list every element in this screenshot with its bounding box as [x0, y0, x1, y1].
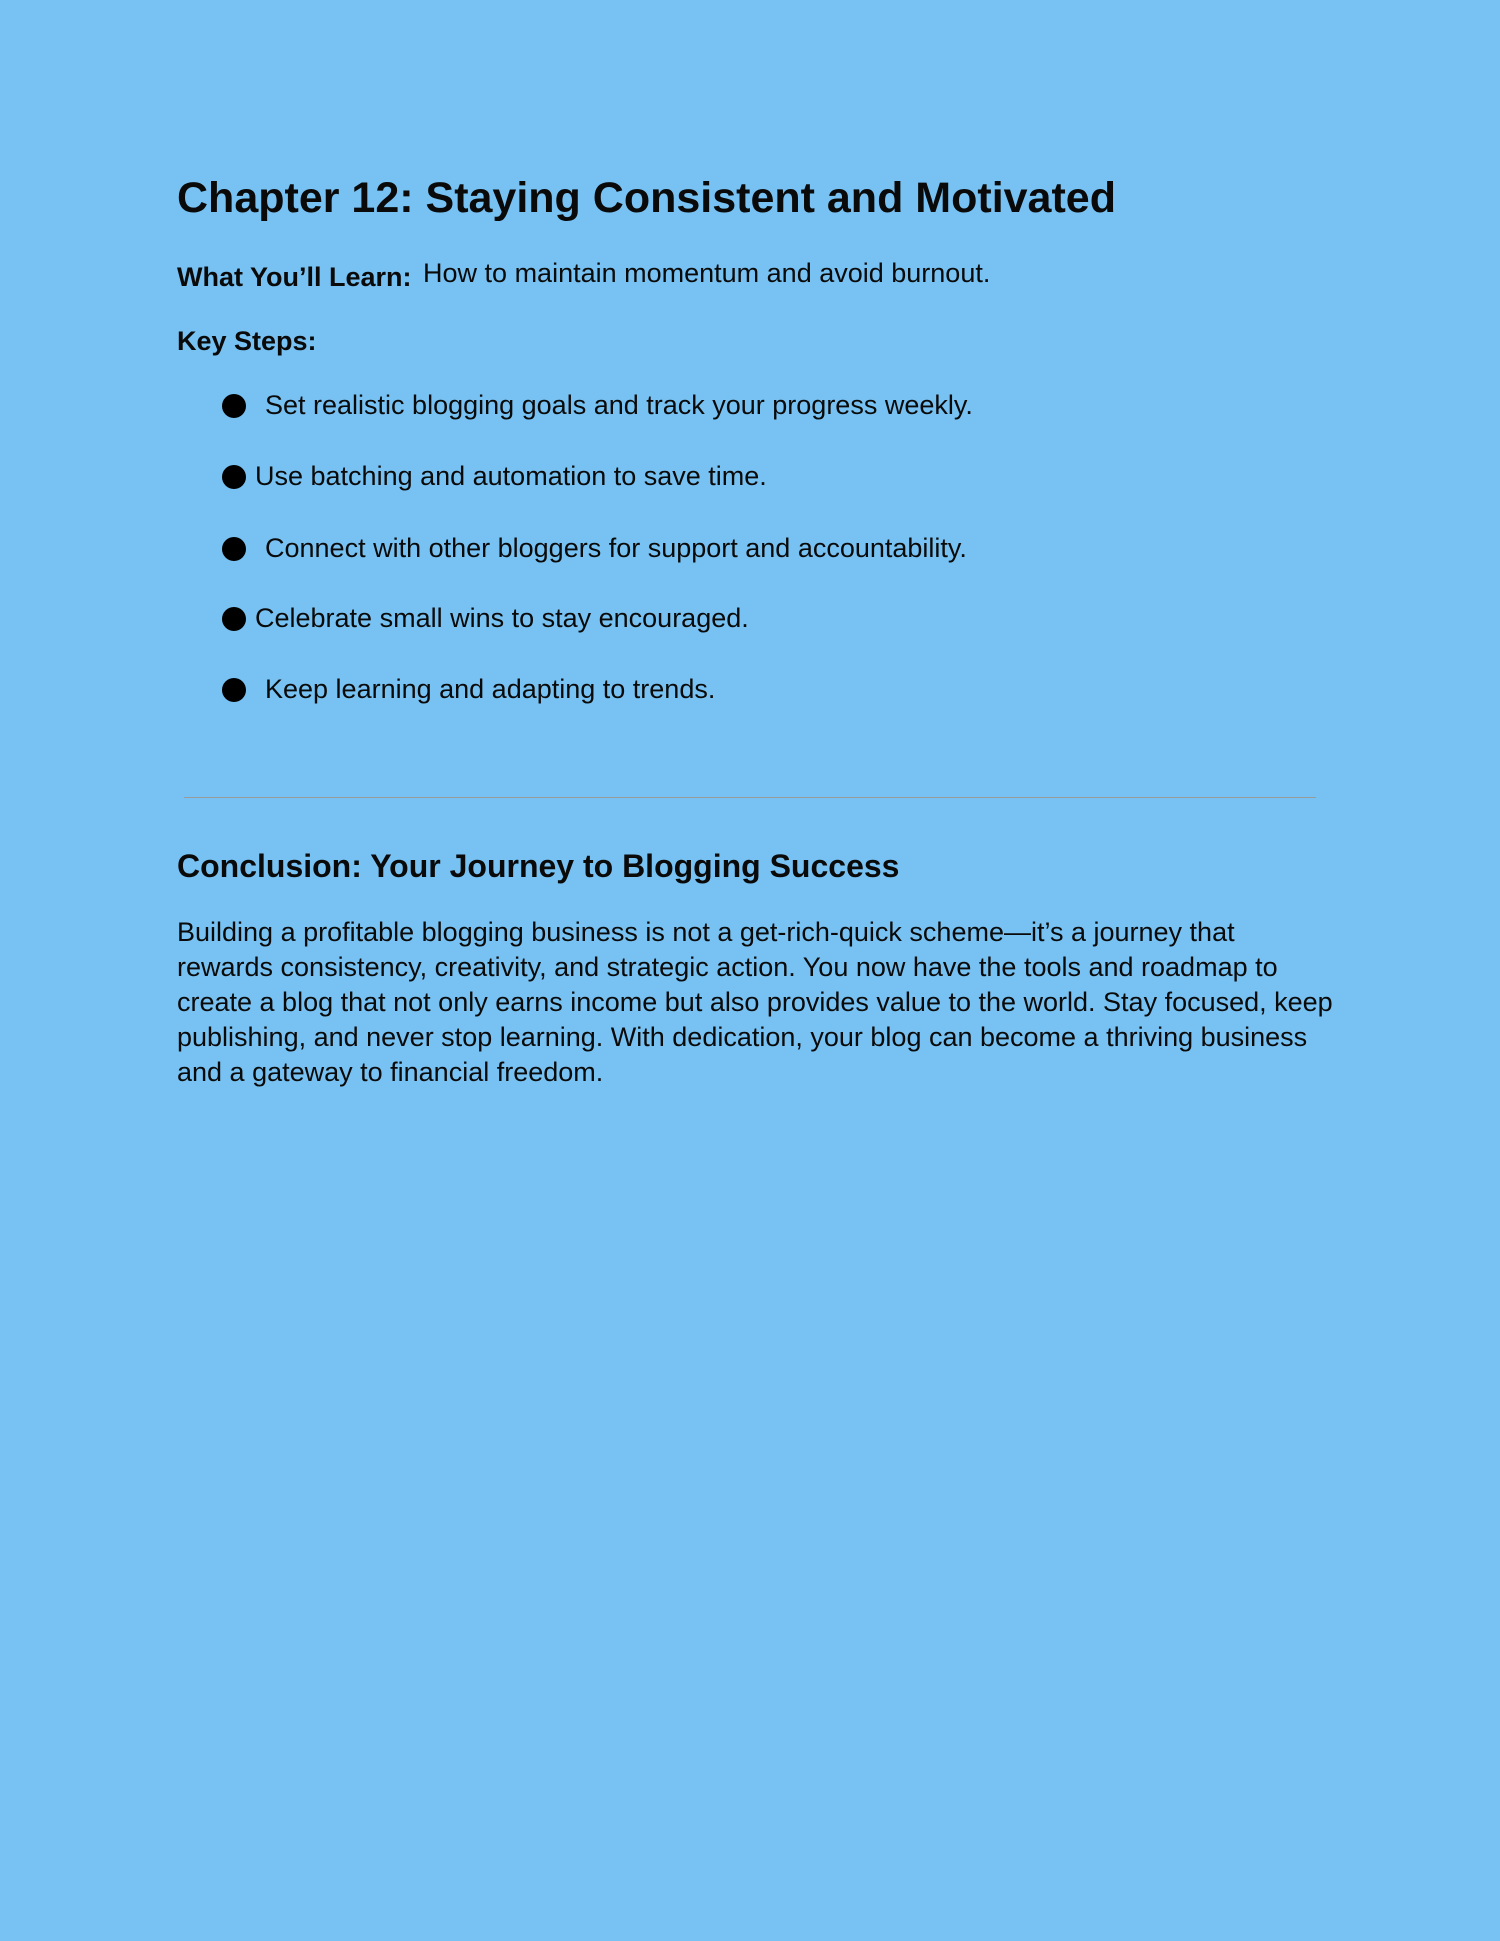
list-item-text: Keep learning and adapting to trends. [265, 674, 716, 704]
bullet-icon [222, 537, 246, 561]
bullet-icon [222, 607, 246, 631]
chapter-title: Chapter 12: Staying Consistent and Motivated [177, 174, 1116, 222]
learn-text: How to maintain momentum and avoid burnout. [423, 258, 991, 288]
section-divider [184, 797, 1316, 798]
conclusion-body: Building a profitable blogging business is not a get-rich-quick scheme—it’s a journey that rewards consistency, creativity, and strategic action. You now have the tools and roadmap to create a blog that not only earns income but also provides value to the world. Stay focused, keep publishing, and never stop learning. With dedication, your blog can become a thriving business and a gateway to financial freedom. [177, 917, 1333, 1087]
list-item-text: Use batching and automation to save time. [255, 461, 767, 491]
bullet-icon [222, 678, 246, 702]
list-item-text: Connect with other bloggers for support and accountability. [265, 533, 967, 563]
bullet-icon [222, 394, 246, 418]
list-item-text: Set realistic blogging goals and track your progress weekly. [265, 390, 973, 420]
list-item-text: Celebrate small wins to stay encouraged. [255, 603, 749, 633]
learn-row [177, 256, 990, 290]
key-steps-heading: Key Steps: [177, 326, 317, 356]
bullet-icon [222, 465, 246, 489]
conclusion-title: Conclusion: Your Journey to Blogging Success [177, 848, 900, 884]
learn-label: What You’ll Learn: [177, 262, 412, 292]
